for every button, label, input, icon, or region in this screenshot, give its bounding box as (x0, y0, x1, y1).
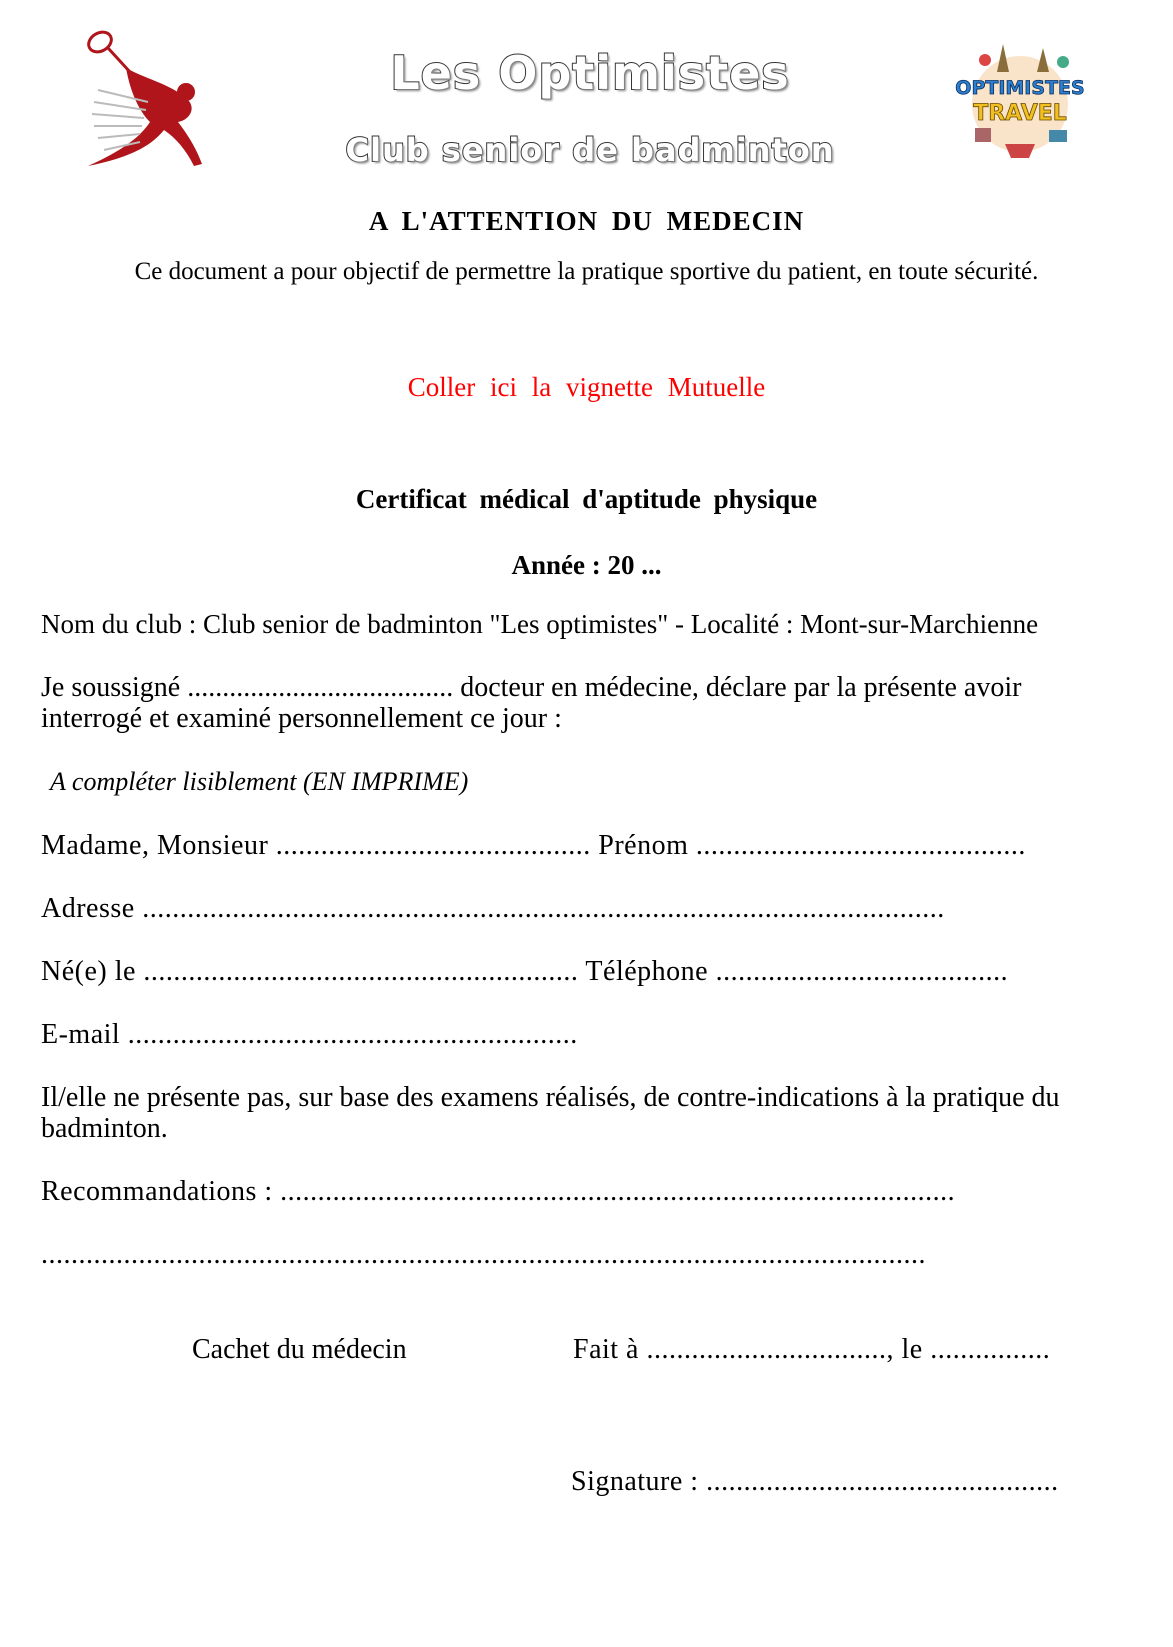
instruction-text: A compléter lisiblement (EN IMPRIME) (50, 767, 469, 796)
club-line: Nom du club : Club senior de badminton "Les optimistes" - Localité : Mont-sur-Marchienne (41, 609, 1039, 639)
logo-text-top: OPTIMISTES (955, 77, 1085, 99)
vignette-instruction: Coller ici la vignette Mutuelle (407, 372, 766, 402)
doctor-stamp-label: Cachet du médecin (192, 1334, 407, 1365)
declaration-line-1[interactable]: Je soussigné ...................................... docteur en médecine, déclare par la présente avoir (41, 672, 1022, 703)
email-field[interactable]: E-mail ............................................................ (41, 1019, 578, 1050)
declaration-line-2: interrogé et examiné personnellement ce jour : (41, 703, 562, 734)
year-line: Année : 20 ... (511, 550, 662, 580)
place-date-field[interactable]: Fait à ................................, le ................ (573, 1334, 1051, 1365)
name-field[interactable]: Madame, Monsieur .......................................... Prénom ............................................ (41, 830, 1026, 861)
birth-phone-field[interactable]: Né(e) le .......................................................... Téléphone ....................................... (41, 956, 1009, 987)
statement-line-2: badminton. (41, 1113, 168, 1144)
address-field[interactable]: Adresse ........................................................................................................... (41, 893, 945, 924)
badminton-player-logo (78, 30, 218, 180)
club-title: Les Optimistes (390, 46, 790, 100)
recommendations-field[interactable]: Recommandations : .......................................................................................... (41, 1176, 956, 1207)
attention-heading: A L'ATTENTION DU MEDECIN (368, 206, 805, 236)
intro-text: Ce document a pour objectif de permettre la pratique sportive du patient, en toute sécurité. (134, 258, 1039, 285)
recommendations-field-2[interactable]: ...................................................................................................................... (41, 1239, 926, 1270)
logo-text-bottom: TRAVEL (973, 101, 1067, 126)
optimistes-travel-logo (945, 32, 1095, 172)
signature-field[interactable]: Signature : ............................................... (571, 1466, 1059, 1497)
club-subtitle: Club senior de badminton (345, 131, 835, 169)
statement-line-1: Il/elle ne présente pas, sur base des examens réalisés, de contre-indications à la pratique du (41, 1082, 1060, 1113)
certificate-title: Certificat médical d'aptitude physique (355, 484, 818, 514)
